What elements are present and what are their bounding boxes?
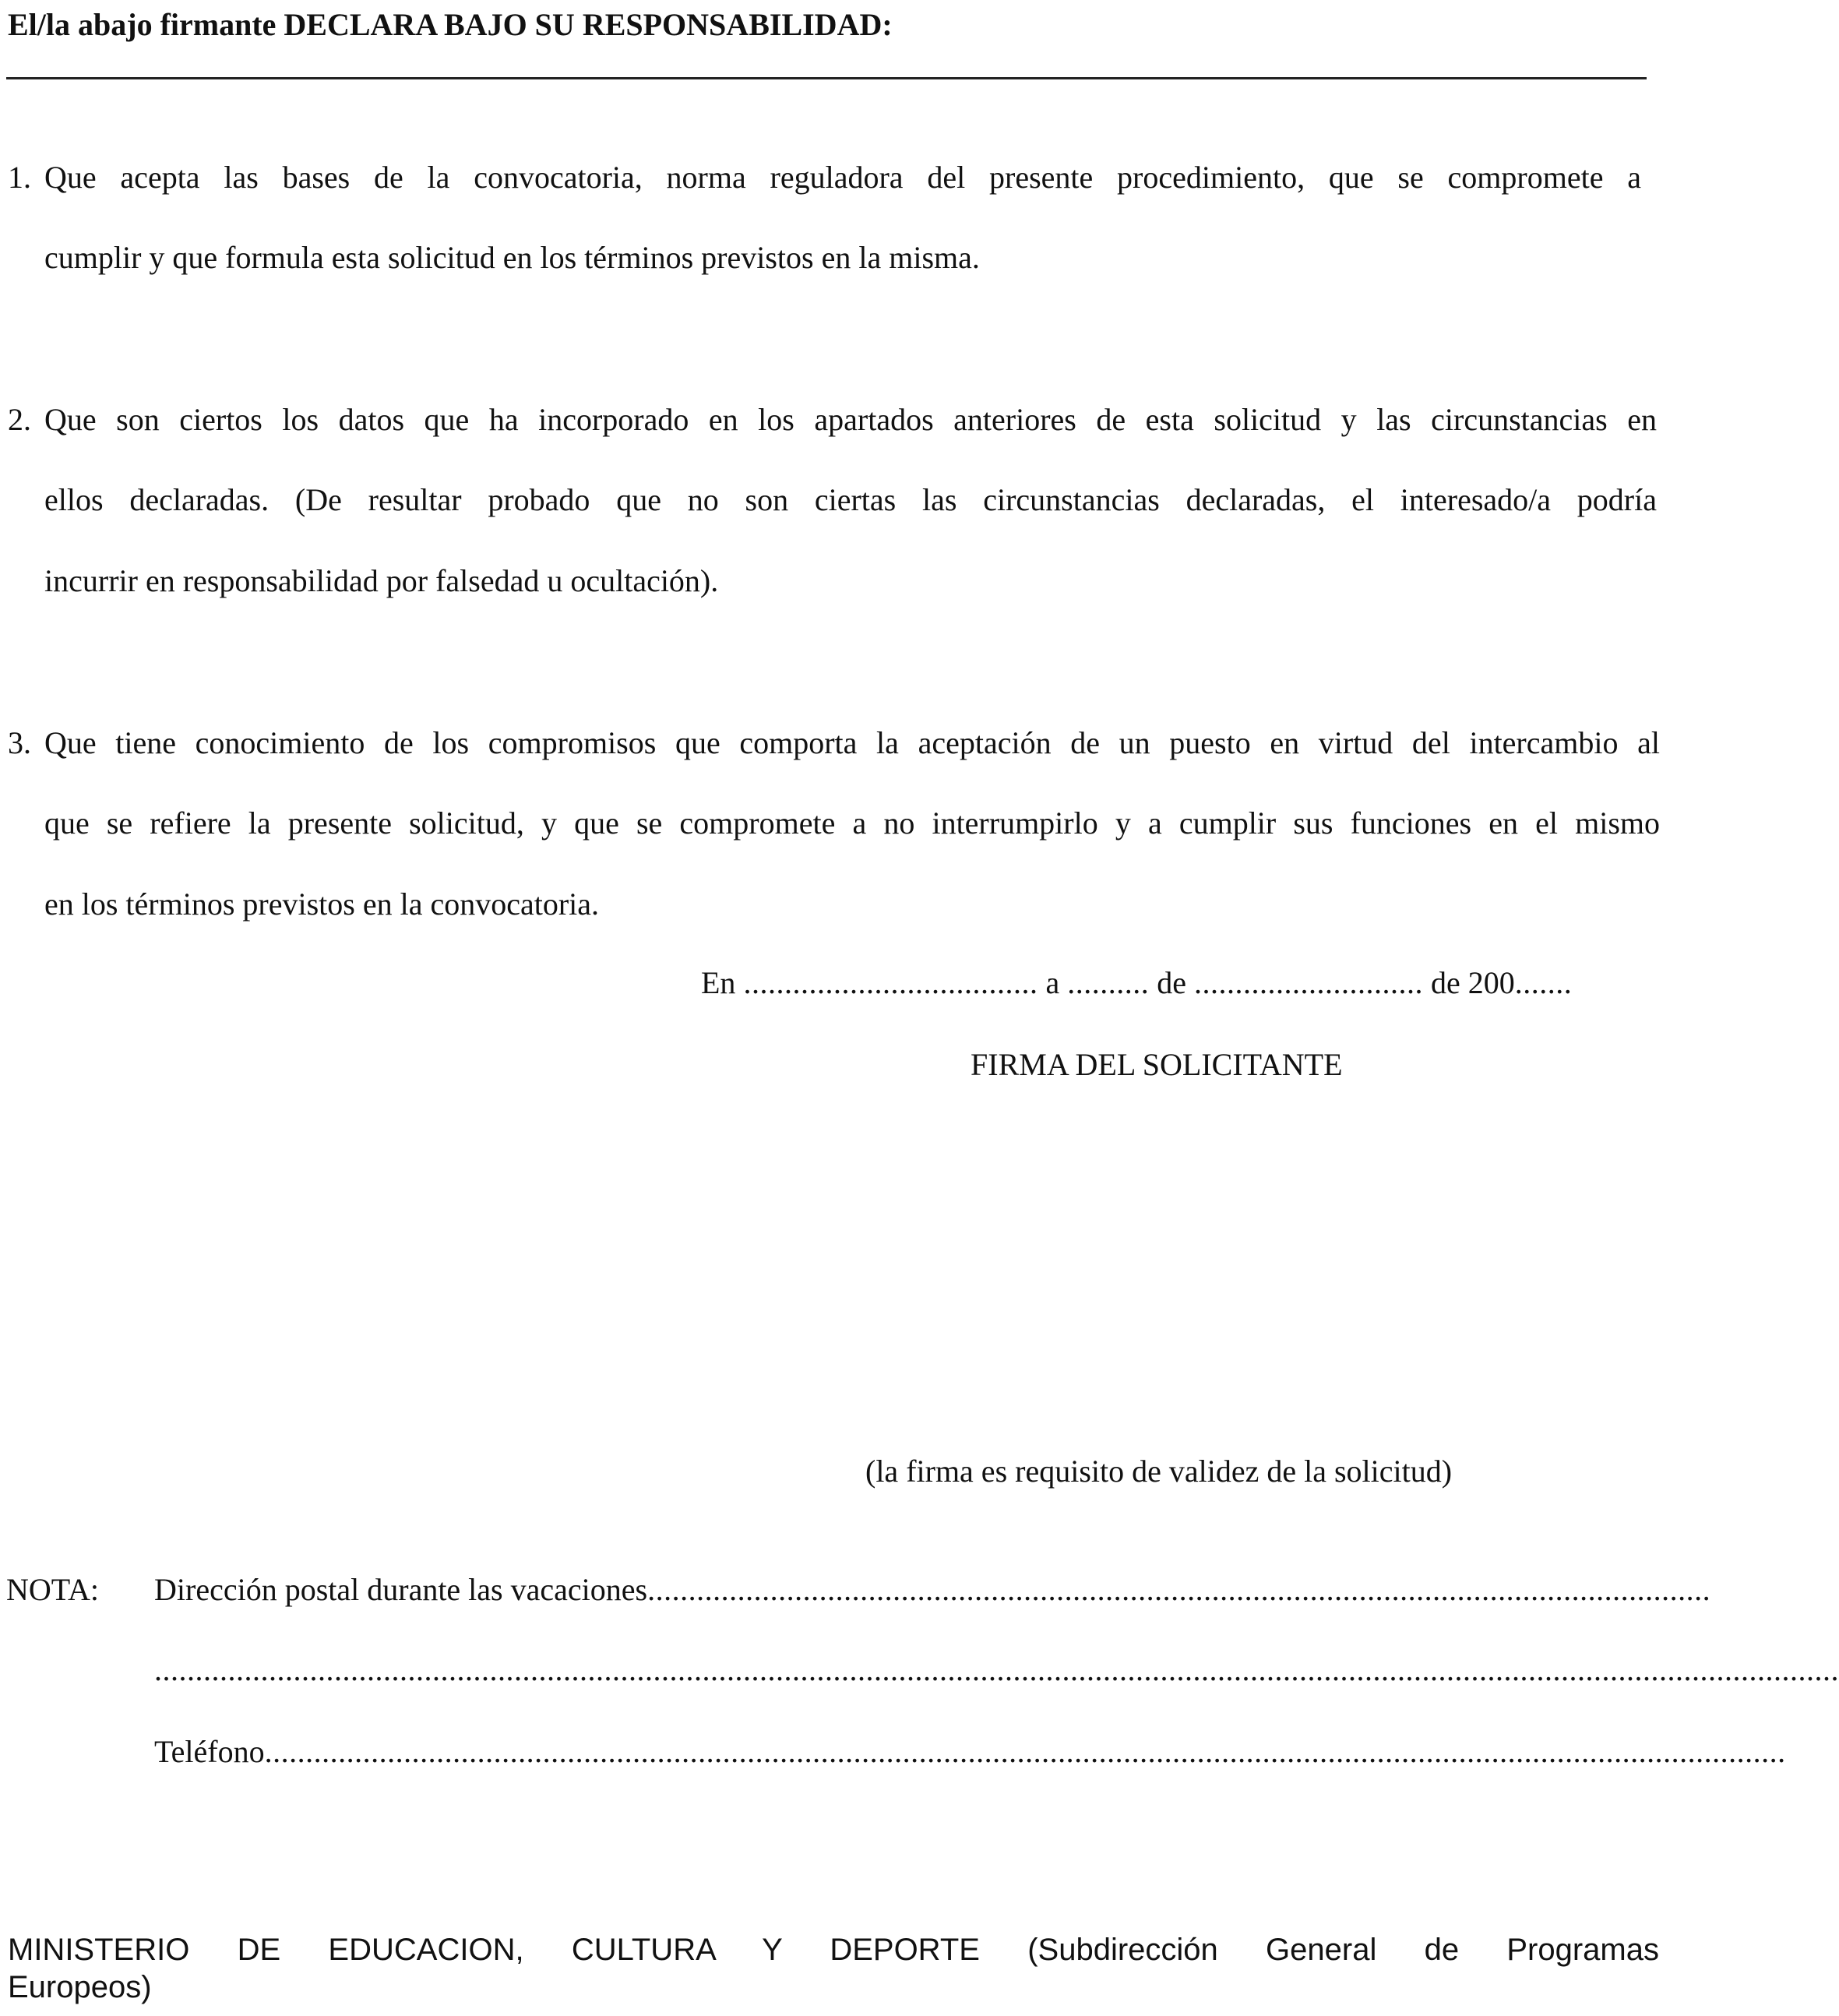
item-2-line-1: Que son ciertos los datos que ha incorporado en los apartados anteriores de esta solicitud y las circunstancias en — [44, 402, 1657, 437]
item-1-line-2: cumplir y que formula esta solicitud en los términos previstos en la misma. — [44, 240, 980, 275]
phone-label: Teléfono — [154, 1734, 265, 1769]
date-year-field[interactable]: ....... — [1514, 965, 1573, 1000]
address-row — [154, 1571, 1711, 1609]
item-2-line-3: incurrir en responsabilidad por falsedad u ocultación). — [44, 563, 719, 598]
date-place-field[interactable]: .................................... — [743, 965, 1038, 1000]
date-en-label: En — [701, 965, 736, 1000]
date-day-field[interactable]: .......... — [1067, 965, 1150, 1000]
signature-label: FIRMA DEL SOLICITANTE — [971, 1047, 1343, 1082]
footer-line-2: Europeos) — [8, 1970, 152, 2004]
item-1-line-1: Que acepta las bases de la convocatoria, norma reguladora del presente procedimiento, que se compromete a — [44, 160, 1641, 195]
item-3-number: 3. — [8, 725, 31, 760]
phone-field[interactable]: .......................................................................................................................................................................................... — [264, 1734, 1786, 1769]
date-a-label: a — [1045, 965, 1060, 1000]
footer-line-1: MINISTERIO DE EDUCACION, CULTURA Y DEPORTE (Subdirección General de Programas — [8, 1933, 1659, 1967]
item-3-line-2: que se refiere la presente solicitud, y que se compromete a no interrumpirlo y a cumplir sus funciones en el mismo — [44, 805, 1660, 841]
heading-divider — [6, 77, 1647, 79]
address-field[interactable]: .................................................................................................................................. — [647, 1572, 1711, 1607]
declaration-heading: El/la abajo firmante DECLARA BAJO SU RESPONSABILIDAD: — [8, 7, 893, 42]
nota-label: NOTA: — [6, 1572, 100, 1607]
item-1-number: 1. — [8, 160, 31, 195]
date-year-prefix: de 200 — [1430, 965, 1515, 1000]
date-line — [701, 964, 1572, 1002]
date-month-field[interactable]: ............................ — [1193, 965, 1423, 1000]
item-2-line-2: ellos declaradas. (De resultar probado que no son ciertas las circunstancias declaradas, el interesado/a podría — [44, 482, 1657, 517]
signature-note: (la firma es requisito de validez de la solicitud) — [865, 1454, 1453, 1489]
phone-row — [154, 1733, 1786, 1771]
date-de-label: de — [1157, 965, 1186, 1000]
item-3-line-1: Que tiene conocimiento de los compromisos que comporta la aceptación de un puesto en virtud del intercambio al — [44, 725, 1660, 760]
address-label: Dirección postal durante las vacaciones — [154, 1572, 648, 1607]
item-2-number: 2. — [8, 402, 31, 437]
address-extra-field[interactable]: .............................................................................................................................................................................................................. — [154, 1652, 1839, 1687]
item-3-line-3: en los términos previstos en la convocatoria. — [44, 886, 600, 922]
